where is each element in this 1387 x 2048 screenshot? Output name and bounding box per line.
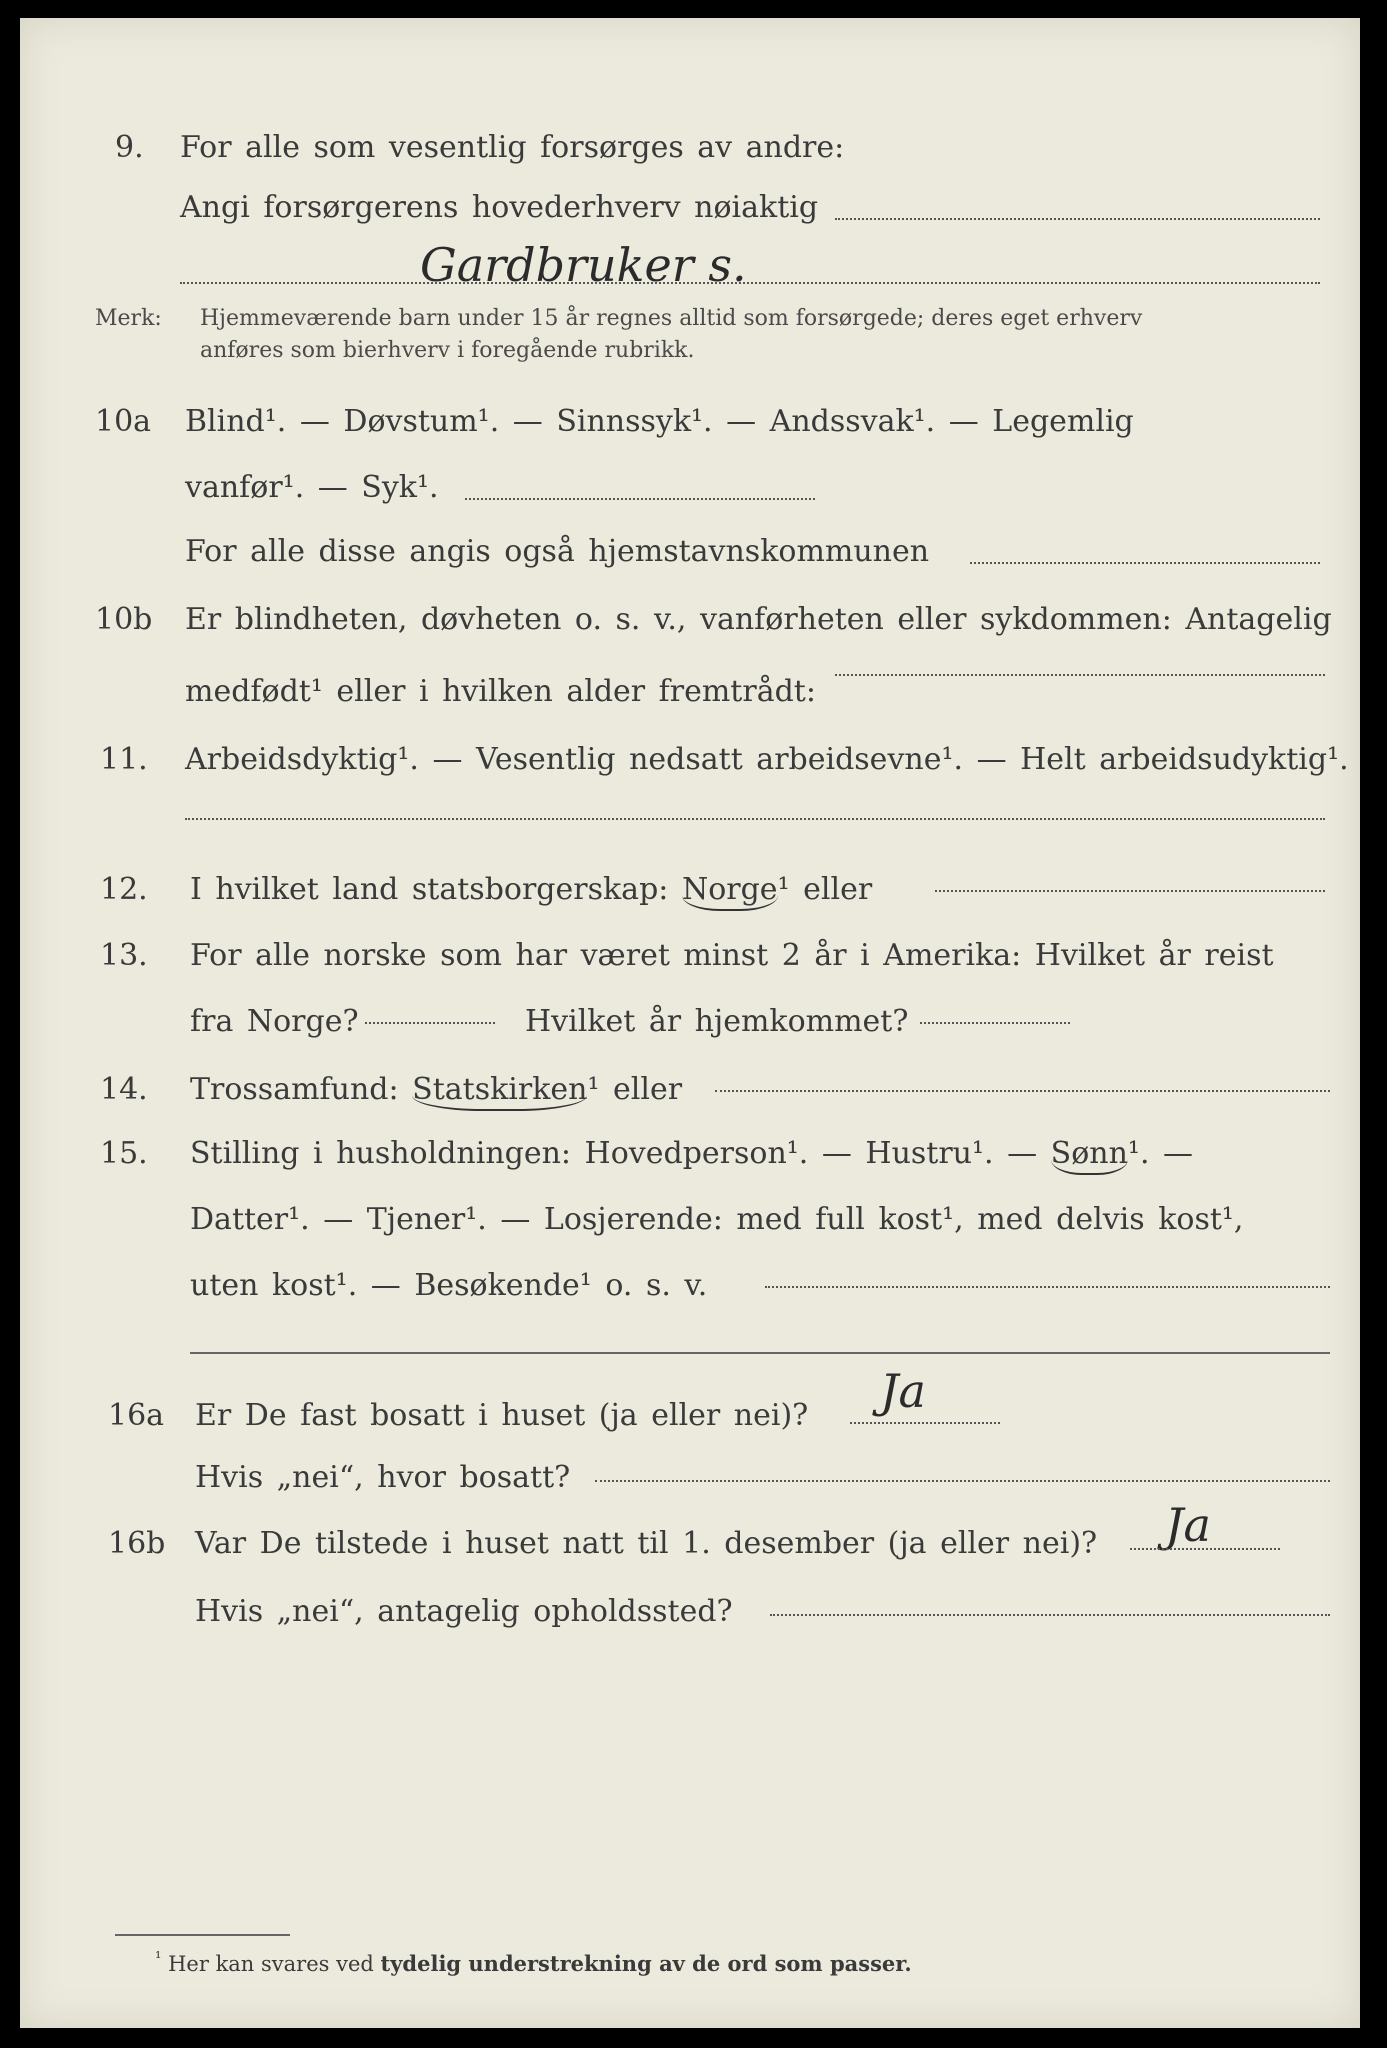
q16b-line1: Var De tilstede i huset natt til 1. desember (ja eller nei)? <box>195 1526 1098 1561</box>
q16a-bosatt-line <box>595 1480 1330 1482</box>
q14-statskirken-underlined: Statskirken <box>412 1072 587 1111</box>
q16a-line1: Er De fast bosatt i huset (ja eller nei)? <box>195 1398 809 1433</box>
q14-line <box>190 1068 682 1112</box>
q13-hjemkommet-line <box>920 1022 1070 1024</box>
q13-number: 13. <box>100 938 148 973</box>
merk-label: Merk: <box>95 306 162 331</box>
q13-line2a: fra Norge? <box>190 1004 359 1039</box>
q12-suffix: ¹ eller <box>777 872 873 907</box>
q14-suffix: ¹ eller <box>587 1072 683 1107</box>
q10b-line2: medfødt¹ eller i hvilken alder fremtrådt: <box>185 674 816 709</box>
q15-line1 <box>190 1132 1193 1176</box>
q10a-number: 10a <box>95 404 152 439</box>
q9-answer-line-1 <box>835 218 1320 220</box>
q9-answer-line-2 <box>180 282 1320 284</box>
census-form-page <box>20 18 1360 2028</box>
q15-line1c: ¹. — <box>1127 1136 1194 1171</box>
q15-answer-line-2 <box>190 1352 1330 1354</box>
footnote-text: Her kan svares ved <box>168 1952 374 1976</box>
q12-number: 12. <box>100 872 148 907</box>
q15-line1a: Stilling i husholdningen: Hovedperson¹. — Hustru¹. — <box>190 1136 1038 1171</box>
q15-number: 15. <box>100 1136 148 1171</box>
q9-line2: Angi forsørgerens hovederhverv nøiaktig <box>180 190 819 225</box>
q15-line2: Datter¹. — Tjener¹. — Losjerende: med full kost¹, med delvis kost¹, <box>190 1202 1244 1237</box>
footnote-rule <box>115 1934 290 1936</box>
q14-prefix: Trossamfund: <box>190 1072 399 1107</box>
q10a-hjemstavn-line <box>970 562 1320 564</box>
q15-sonn-underlined: Sønn <box>1051 1136 1128 1175</box>
q11-number: 11. <box>100 742 148 777</box>
q13-line1: For alle norske som har været minst 2 år i Amerika: Hvilket år reist <box>190 938 1274 973</box>
q12-norge-underlined: Norge <box>682 872 778 911</box>
q9-line1: For alle som vesentlig forsørges av andre: <box>180 130 845 165</box>
q16b-opholdssted-line <box>770 1614 1330 1616</box>
q15-line3: uten kost¹. — Besøkende¹ o. s. v. <box>190 1268 708 1303</box>
footnote-mark: ¹ <box>155 1948 162 1967</box>
q16a-handwritten-answer: Ja <box>880 1364 926 1418</box>
q15-answer-line-1 <box>765 1286 1330 1288</box>
q11-answer-line <box>185 818 1325 820</box>
q12-answer-line <box>935 890 1325 892</box>
q16b-handwritten-answer: Ja <box>1165 1498 1211 1552</box>
q16a-number: 16a <box>108 1398 165 1433</box>
q16a-line2: Hvis „nei“, hvor bosatt? <box>195 1460 571 1495</box>
q16b-number: 16b <box>108 1526 166 1561</box>
merk-line1: Hjemmeværende barn under 15 år regnes alltid som forsørgede; deres eget erhverv <box>200 306 1143 331</box>
q10a-syk-line <box>465 498 815 500</box>
footnote-bold-text: tydelig understrekning av de ord som passer. <box>380 1951 912 1976</box>
q12-prefix: I hvilket land statsborgerskap: <box>190 872 669 907</box>
q10b-number: 10b <box>95 602 153 637</box>
q10b-line1: Er blindheten, døvheten o. s. v., vanførheten eller sykdommen: Antagelig <box>185 602 1332 637</box>
q14-number: 14. <box>100 1072 148 1107</box>
q9-number: 9. <box>115 130 144 165</box>
q13-reist-line <box>365 1022 495 1024</box>
q9-handwritten-answer: Gardbruker s. <box>420 238 747 292</box>
q13-line2b: Hvilket år hjemkommet? <box>525 1004 909 1039</box>
q12-line <box>190 868 872 912</box>
q14-answer-line <box>715 1090 1330 1092</box>
footnote <box>155 1948 912 1976</box>
merk-line2: anføres som bierhverv i foregående rubrikk. <box>200 338 695 363</box>
q16b-line2: Hvis „nei“, antagelig opholdssted? <box>195 1594 733 1629</box>
q11-line1: Arbeidsdyktig¹. — Vesentlig nedsatt arbeidsevne¹. — Helt arbeidsudyktig¹. <box>185 742 1349 777</box>
q16b-answer-line <box>1130 1548 1280 1550</box>
q10a-line1: Blind¹. — Døvstum¹. — Sinnssyk¹. — Andssvak¹. — Legemlig <box>185 404 1134 439</box>
q10b-answer-line <box>835 674 1325 676</box>
q10a-line2: vanfør¹. — Syk¹. <box>185 470 439 505</box>
q16a-answer-line <box>850 1422 1000 1424</box>
q10a-line3: For alle disse angis også hjemstavnskommunen <box>185 534 930 569</box>
